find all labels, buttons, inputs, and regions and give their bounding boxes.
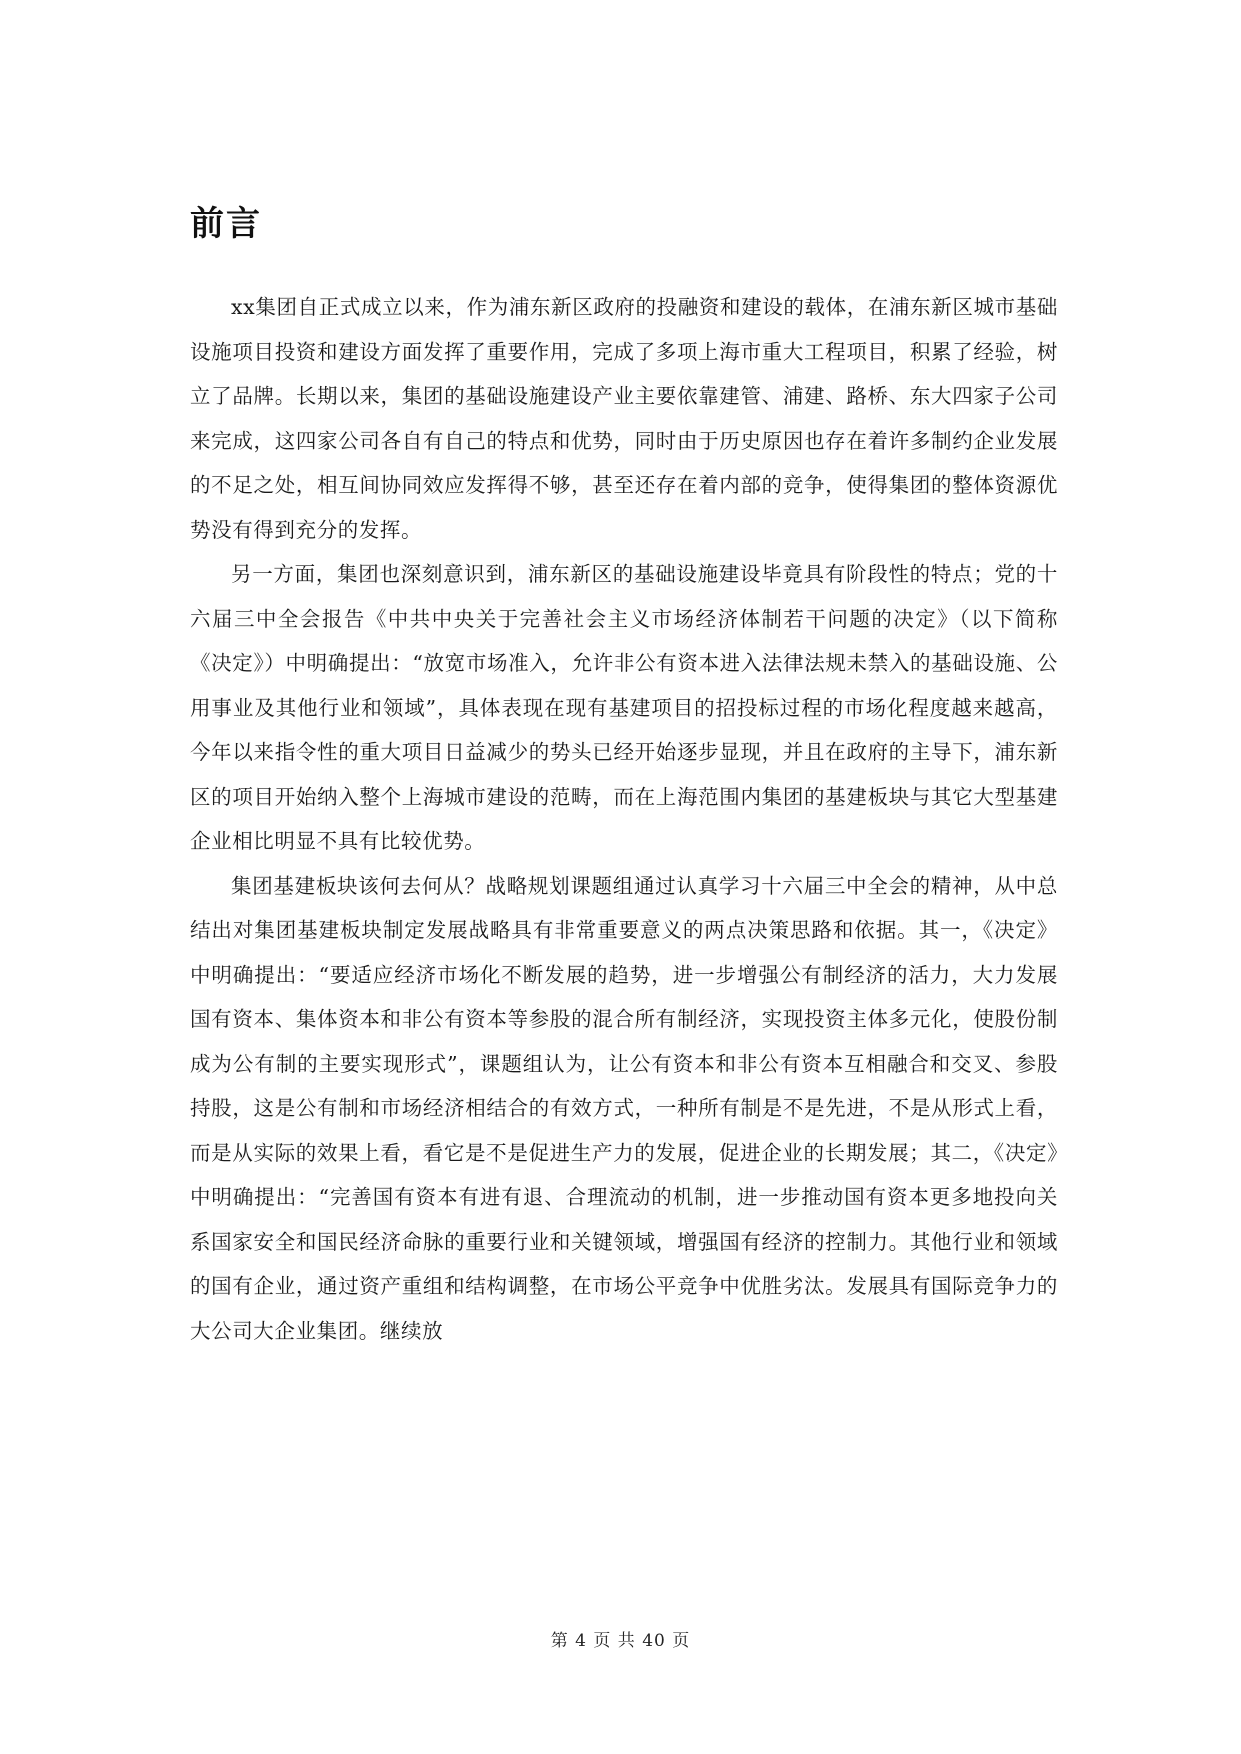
paragraph: xx集团自正式成立以来，作为浦东新区政府的投融资和建设的载体，在浦东新区城市基础设施项目投资和建设方面发挥了重要作用，完成了多项上海市重大工程项目，积累了经验，树立了品牌。长期以来，集团的基础设施建设产业主要依靠建管、浦建、路桥、东大四家子公司来完成，这四家公司各自有自己的特点和优势，同时由于历史原因也存在着许多制约企业发展的不足之处，相互间协同效应发挥得不够，甚至还存在着内部的竞争，使得集团的整体资源优势没有得到充分的发挥。 <box>190 295 1058 542</box>
paragraph: 集团基建板块该何去何从？战略规划课题组通过认真学习十六届三中全会的精神，从中总结出对集团基建板块制定发展战略具有非常重要意义的两点决策思路和依据。其一，《决定》中明确提出：“要适应经济市场化不断发展的趋势，进一步增强公有制经济的活力，大力发展国有资本、集体资本和非公有资本等参股的混合所有制经济，实现投资主体多元化，使股份制成为公有制的主要实现形式”，课题组认为，让公有资本和非公有资本互相融合和交叉、参股持股，这是公有制和市场经济相结合的有效方式，一种所有制是不是先进，不是从形式上看，而是从实际的效果上看，看它是不是促进生产力的发展，促进企业的长期发展；其二，《决定》中明确提出：“完善国有资本有进有退、合理流动的机制，进一步推动国有资本更多地投向关系国家安全和国民经济命脉的重要行业和关键领域，增强国有经济的控制力。其他行业和领域的国有企业，通过资产重组和结构调整，在市场公平竞争中优胜劣汰。发展具有国际竞争力的大公司大企业集团。继续放 <box>190 873 1058 1343</box>
section-heading: 前言 <box>190 204 262 244</box>
page-footer: 第 4 页 共 40 页 <box>550 1631 691 1651</box>
paragraph: 另一方面，集团也深刻意识到，浦东新区的基础设施建设毕竟具有阶段性的特点；党的十六届三中全会报告《中共中央关于完善社会主义市场经济体制若干问题的决定》（以下简称《决定》）中明确提出：“放宽市场准入，允许非公有资本进入法律法规未禁入的基础设施、公用事业及其他行业和领域”，具体表现在现有基建项目的招投标过程的市场化程度越来越高，今年以来指令性的重大项目日益减少的势头已经开始逐步显现，并且在政府的主导下，浦东新区的项目开始纳入整个上海城市建设的范畴，而在上海范围内集团的基建板块与其它大型基建企业相比明显不具有比较优势。 <box>190 562 1058 853</box>
body-text <box>190 285 1058 1353</box>
